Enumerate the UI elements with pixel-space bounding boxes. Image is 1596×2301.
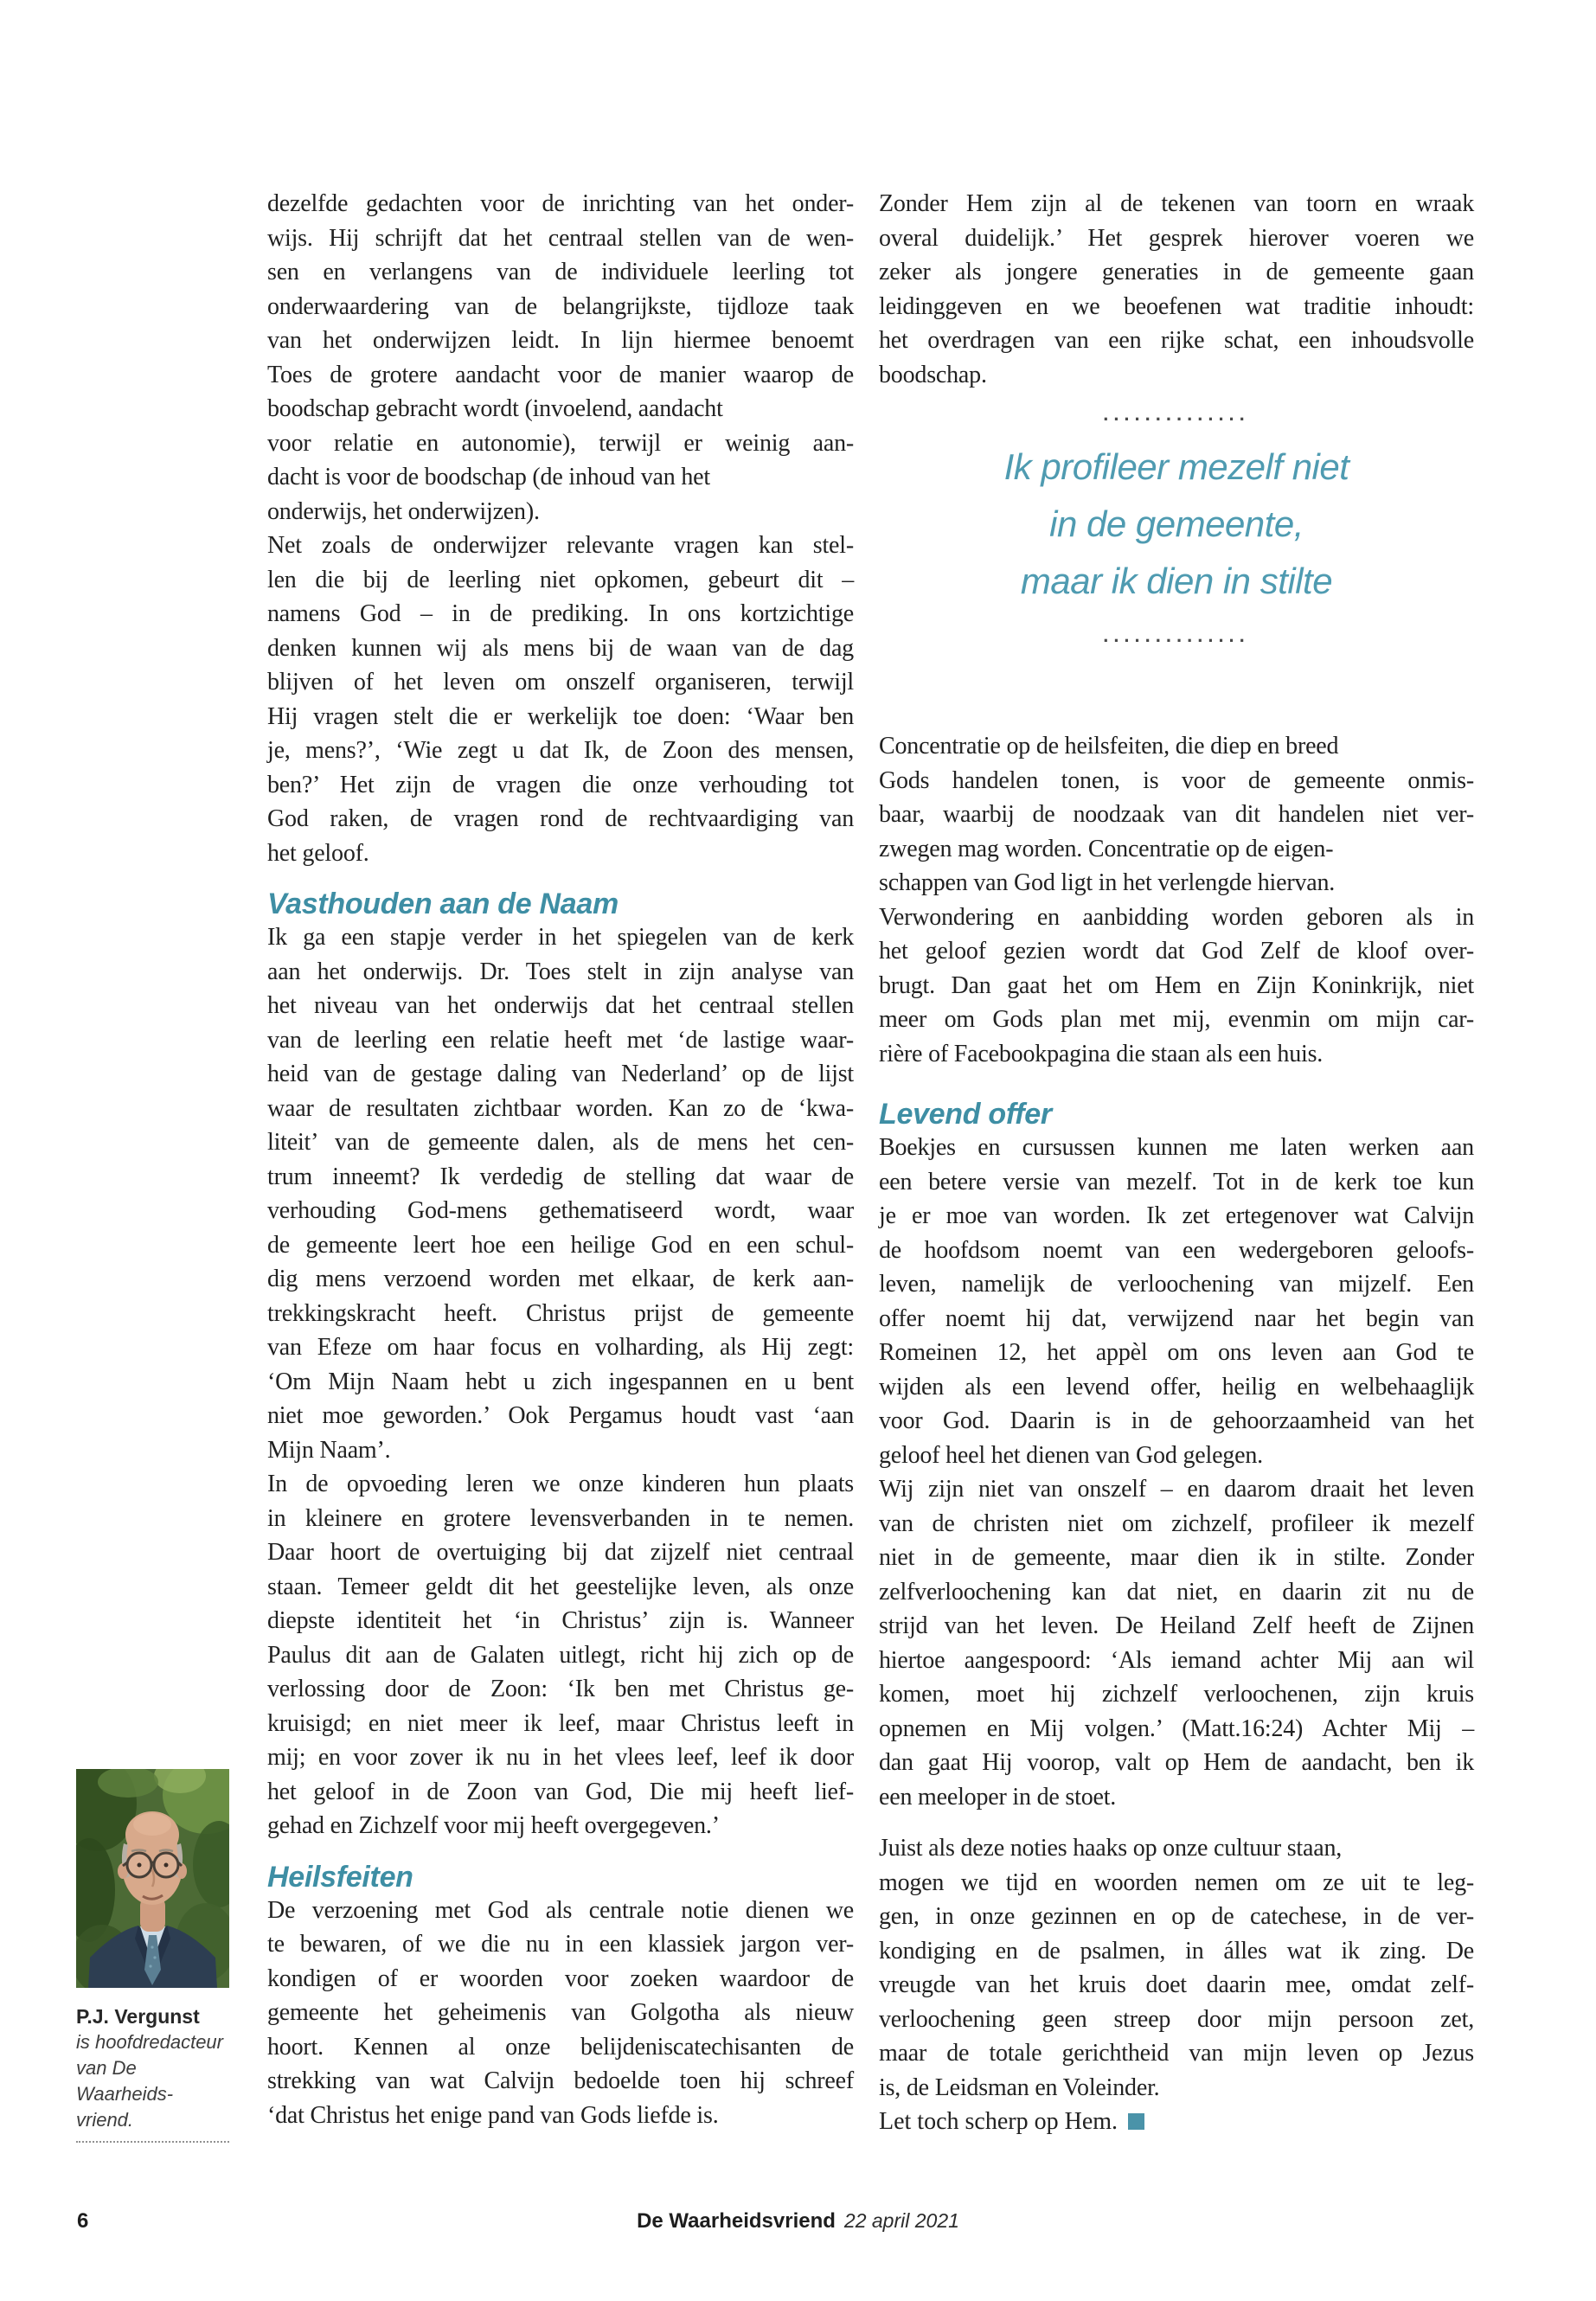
text-line: hoort. Kennen al onze belijdeniscatechisanten de	[267, 2033, 854, 2061]
text-line: diepste identiteit het ‘in Christus’ zijn is. Wanneer	[267, 1607, 854, 1634]
paragraph	[879, 729, 1474, 1071]
author-portrait-illustration	[76, 1769, 229, 1988]
text-line: trekkingskracht heeft. Christus prijst de gemeente	[267, 1299, 854, 1327]
text-line: dacht is voor de boodschap (de inhoud van het	[267, 464, 710, 490]
paragraph	[267, 1467, 854, 1843]
text-line: het overdragen van een rijke schat, een inhoudsvolle	[879, 327, 1474, 354]
text-line: Net zoals de onderwijzer relevante vragen kan stel-	[267, 532, 854, 559]
author-caption	[76, 2003, 229, 2143]
text-line: je, mens?’, ‘Wie zegt u dat Ik, de Zoon des mensen,	[267, 737, 854, 764]
text-line: verlossing door de Zoon: ‘Ik ben met Christus ge-	[267, 1676, 854, 1702]
text-line: voor God. Daarin is in de gehoorzaamheid van het	[879, 1407, 1474, 1434]
text-line: Daar hoort de overtuiging bij dat zijzelf niet centraal	[267, 1539, 854, 1566]
author-photo	[76, 1769, 229, 1988]
text-line: leidinggeven en we beoefenen wat traditie inhoudt:	[879, 292, 1474, 320]
text-line: verhouding God-mens gethematiseerd wordt, waar	[267, 1197, 854, 1224]
author-name: P.J. Vergunst	[76, 2005, 200, 2028]
text-line: het geloof in de Zoon van God, Die mij heeft lief-	[267, 1778, 854, 1805]
text-line: kondigen of er woorden voor zoeken waardoor de	[267, 1965, 854, 1992]
text-line: een meeloper in de stoet.	[879, 1783, 1117, 1811]
end-of-article-marker-icon	[1128, 2113, 1144, 2130]
section-heading-vasthouden: Vasthouden aan de Naam	[267, 888, 619, 920]
text-line: hiertoe aangespoord: ‘Als iemand achter Mij aan wil	[879, 1646, 1474, 1674]
text-line: kondiging en de psalmen, in álles wat ik zing. De	[879, 1937, 1474, 1965]
text-line: De verzoening met God als centrale notie dienen we	[267, 1896, 854, 1924]
text-line: strijd van het leven. De Heiland Zelf heeft de Zijnen	[879, 1612, 1474, 1639]
text-line: Mijn Naam’.	[267, 1436, 391, 1464]
text-line: zwegen mag worden. Concentratie op de eigen-	[879, 835, 1334, 862]
text-line: Wij zijn niet van onszelf – en daarom draait het leven	[879, 1476, 1474, 1503]
paragraph	[267, 920, 854, 1467]
text-line: onderwijs, het onderwijzen).	[267, 497, 540, 525]
text-line: dezelfde gedachten voor de inrichting van het onder-	[267, 190, 854, 217]
text-line: staan. Temeer geldt dit het geestelijke leven, als onze	[267, 1573, 854, 1600]
text-line: dig mens verzoend worden met elkaar, de kerk aan-	[267, 1266, 854, 1292]
text-line: wijden als een levend offer, heilig en welbehaaglijk	[879, 1373, 1474, 1400]
text-line: heid van de gestage daling van Nederland’ op de lijst	[267, 1061, 854, 1087]
paragraph	[879, 1831, 1474, 2105]
text-line: leven, namelijk de verloochening van mijzelf. Een	[879, 1271, 1474, 1298]
pull-quote-line: maar ik dien in stilte	[1020, 561, 1333, 601]
author-role-line: van De Waarheids-	[76, 2057, 174, 2105]
paragraph	[267, 1894, 854, 2133]
text-line: in kleinere en grotere levensverbanden in te nemen.	[267, 1504, 854, 1532]
text-line: geloof heel het dienen van God gelegen.	[879, 1441, 1263, 1469]
text-line: ‘dat Christus het enige pand van Gods liefde is.	[267, 2101, 719, 2129]
section-heading-heilsfeiten: Heilsfeiten	[267, 1860, 413, 1894]
text-line: schappen van God ligt in het verlengde hiervan.	[879, 869, 1336, 896]
pull-quote-line: in de gemeente,	[1049, 503, 1304, 544]
paragraph	[267, 529, 854, 870]
paragraph	[267, 187, 854, 529]
text-line: een betere versie van mezelf. Tot in de kerk toe kun	[879, 1168, 1474, 1195]
text-line: brugt. Dan gaat het om Hem en Zijn Koninkrijk, niet	[879, 971, 1474, 999]
text-line: de hoofdsom noemt van een wedergeboren geloofs-	[879, 1236, 1474, 1264]
text-line: trum inneemt? Ik verdedig de stelling dat waar de	[267, 1163, 854, 1190]
closing-text: Let toch scherp op Hem.	[879, 2108, 1118, 2135]
text-line: Zonder Hem zijn al de tekenen van toorn en wraak	[879, 190, 1474, 217]
text-line: gemeente het geheimenis van Golgotha als nieuw	[267, 1999, 854, 2026]
footer-date: 22 april 2021	[843, 2209, 959, 2232]
text-line: zeker als jongere generaties in de gemeente gaan	[879, 259, 1474, 285]
text-line: van Efeze om haar focus en volharding, als Hij zegt:	[267, 1334, 854, 1361]
text-line: Ik ga een stapje verder in het spiegelen van de kerk	[267, 924, 854, 951]
footer	[0, 2209, 1596, 2234]
text-line: zelfverloochening kan dat niet, en daarin zit nu de	[879, 1578, 1474, 1606]
text-line: voor relatie en autonomie), terwijl er weinig aan-	[267, 429, 854, 457]
text-line: Juist als deze noties haaks op onze cultuur staan,	[879, 1835, 1343, 1862]
text-line: mij; en voor zover ik nu in het vlees leef, leef ik door	[267, 1744, 854, 1771]
text-line: Boekjes en cursussen kunnen me laten werken aan	[879, 1134, 1474, 1161]
dots-divider-bottom: ..............	[1103, 625, 1250, 646]
text-line: het geloof.	[267, 839, 369, 867]
text-line: is, de Leidsman en Voleinder.	[879, 2073, 1160, 2101]
text-line: blijven of het leven om onszelf organiseren, terwijl	[267, 669, 854, 695]
text-line: van het onderwijzen leidt. In lijn hiermee benoemt	[267, 327, 854, 354]
text-line: van de leerling een relatie heeft met ‘de lastige waar-	[267, 1026, 854, 1054]
text-line: komen, moet hij zichzelf verloochenen, zijn kruis	[879, 1681, 1474, 1708]
text-line: Hij vragen stelt die er werkelijk toe doen: ‘Waar ben	[267, 702, 854, 730]
text-line: kruisigd; en niet meer ik leef, maar Christus leeft in	[267, 1709, 854, 1737]
text-line: van de christen niet om zichzelf, profileer ik mezelf	[879, 1509, 1474, 1537]
page-number: 6	[77, 2209, 89, 2233]
text-line: gen, in onze gezinnen en op de catechese, in de ver-	[879, 1903, 1474, 1930]
text-line: namens God – in de prediking. In ons kortzichtige	[267, 600, 854, 627]
text-line: len die bij de leerling niet opkomen, gebeurt dit –	[267, 566, 854, 593]
text-line: wijs. Hij schrijft dat het centraal stellen van de wen-	[267, 224, 854, 252]
text-line: dan gaat Hij voorop, valt op Hem de aandacht, ben ik	[879, 1749, 1474, 1776]
text-line: opnemen en Mij volgen.’ (Matt.16:24) Achter Mij –	[879, 1715, 1474, 1742]
left-column	[267, 187, 854, 2132]
text-line: maar de totale gerichtheid van mijn leven op Jezus	[879, 2040, 1474, 2067]
text-line: te bewaren, of we die nu in een klassiek jargon ver-	[267, 1931, 854, 1958]
text-line: offer noemt hij dat, verwijzend naar het begin van	[879, 1304, 1474, 1332]
text-line: het niveau van het onderwijs dat het centraal stellen	[267, 992, 854, 1019]
text-line: verloochening geen streep door mijn persoon zet,	[879, 2005, 1474, 2033]
text-line: mogen we tijd en woorden nemen om ze uit te leg-	[879, 1868, 1474, 1896]
text-line: Paulus dit aan de Galaten uitlegt, richt hij zich op de	[267, 1641, 854, 1669]
paragraph	[879, 187, 1474, 392]
text-line: In de opvoeding leren we onze kinderen hun plaats	[267, 1471, 854, 1497]
text-line: overal duidelijk.’ Het gesprek hierover voeren we	[879, 224, 1474, 252]
text-line: je er moe van worden. Ik zet ertegenover wat Calvijn	[879, 1202, 1474, 1229]
text-line: strekking van wat Calvijn bedoelde toen hij schreef	[267, 2067, 854, 2094]
text-line: Romeinen 12, het appèl om ons leven aan God te	[879, 1339, 1474, 1366]
text-line: rière of Facebookpagina die staan als een huis.	[879, 1040, 1324, 1067]
text-line: boodschap.	[879, 361, 987, 388]
footer-magazine-title: De Waarheidsvriend	[637, 2209, 836, 2233]
text-line: niet moe geworden.’ Ook Pergamus houdt vast ‘aan	[267, 1402, 854, 1429]
text-line: de gemeente leert hoe een heilige God en een schul-	[267, 1231, 854, 1259]
text-line: niet in de gemeente, maar dien ik in stilte. Zonder	[879, 1544, 1474, 1571]
text-line: onderwaardering van de belangrijkste, tijdloze taak	[267, 292, 854, 320]
text-line: waar de resultaten zichtbaar worden. Kan zo de ‘kwa-	[267, 1094, 854, 1122]
text-line: het geloof gezien wordt dat God Zelf de kloof over-	[879, 938, 1474, 965]
text-line: vreugde van het kruis doet daarin mee, omdat zelf-	[879, 1971, 1474, 1998]
text-line: ‘Om Mijn Naam hebt u zich ingespannen en u bent	[267, 1368, 854, 1395]
text-line: Verwondering en aanbidding worden geboren als in	[879, 903, 1474, 931]
text-line: boodschap gebracht wordt (invoelend, aandacht	[267, 395, 723, 422]
text-line: Concentratie op de heilsfeiten, die diep en breed	[879, 733, 1339, 760]
right-column	[879, 187, 1474, 2139]
dots-divider-top: ..............	[1103, 403, 1250, 425]
author-role-line: is hoofdredacteur	[76, 2031, 223, 2053]
text-line: sen en verlangens van de individuele leerling tot	[267, 259, 854, 285]
text-line: baar, waarbij de noodzaak van dit handelen niet ver-	[879, 801, 1474, 828]
text-line: Toes de grotere aandacht voor de manier waarop de	[267, 361, 854, 388]
text-line: meer om Gods plan met mij, evenmin om mijn car-	[879, 1006, 1474, 1033]
author-role-line: vriend.	[76, 2109, 134, 2131]
closing-line	[879, 2105, 1474, 2139]
text-line: ben?’ Het zijn de vragen die onze verhouding tot	[267, 771, 854, 798]
text-line: denken kunnen wij als mens bij de waan van de dag	[267, 634, 854, 662]
paragraph	[879, 1131, 1474, 1814]
text-line: aan het onderwijs. Dr. Toes stelt in zijn analyse van	[267, 958, 854, 985]
text-line: gehad en Zichzelf voor mij heeft overgegeven.’	[267, 1812, 720, 1839]
pull-quote-line: Ik profileer mezelf niet	[1003, 446, 1349, 487]
text-line: Gods handelen tonen, is voor de gemeente onmis-	[879, 766, 1474, 794]
text-line: God raken, de vragen rond de rechtvaardiging van	[267, 805, 854, 832]
section-heading-levend-offer: Levend offer	[879, 1098, 1052, 1131]
text-line: liteit’ van de gemeente dalen, als de mens het cen-	[267, 1129, 854, 1156]
caption-dotted-rule	[76, 2141, 229, 2143]
